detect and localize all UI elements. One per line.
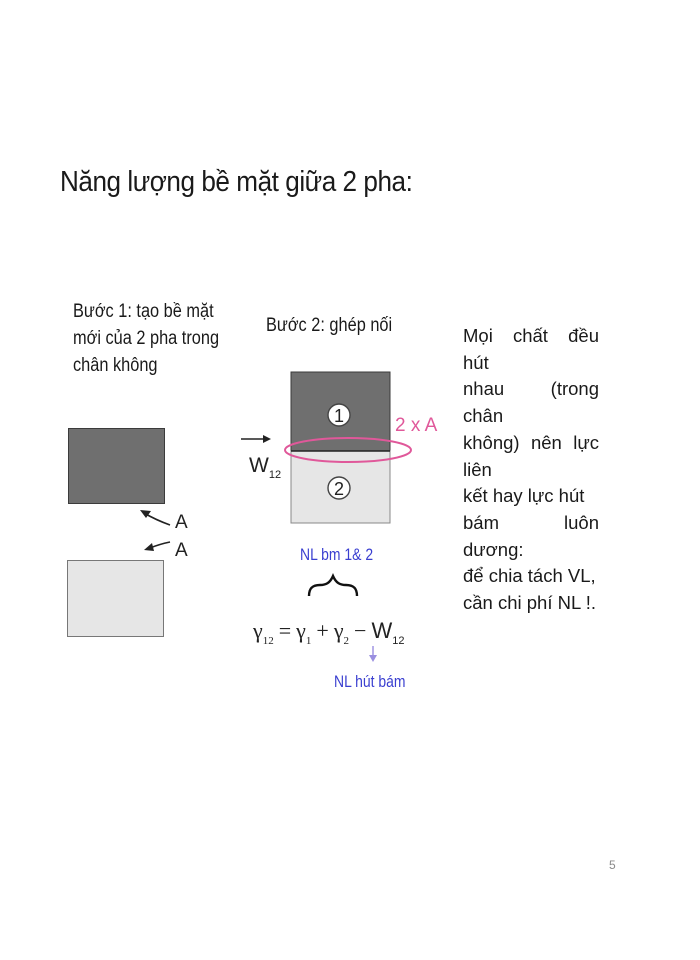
- eq-gamma-1: γ: [296, 618, 306, 643]
- eq-gamma-12: γ: [253, 618, 263, 643]
- step2-caption: Bước 2: ghép nối: [266, 315, 393, 336]
- eq-gamma-2-sub: 2: [343, 635, 350, 647]
- new-surface-arrows: [130, 500, 200, 570]
- eq-gamma-1-sub: 1: [305, 635, 312, 647]
- eq-work-sub: 12: [392, 635, 405, 647]
- phase-1-label: 1: [333, 406, 345, 426]
- eq-equals: =: [278, 618, 292, 643]
- note-line: nhau (trong chân: [463, 378, 599, 427]
- work-arrow-head: [263, 435, 271, 443]
- surface-label-lower: A: [175, 540, 188, 561]
- step1-caption: [73, 298, 219, 379]
- surface-arrow-lower-head: [144, 543, 154, 551]
- work-symbol: W: [249, 454, 269, 477]
- work-label: [249, 454, 281, 481]
- eq-plus: +: [316, 618, 329, 643]
- note-line: kết hay lực hút: [463, 485, 585, 507]
- eq-work: W: [371, 618, 393, 643]
- joined-phases-figure: [235, 365, 460, 540]
- surface-energy-equation: [245, 570, 430, 675]
- equation-line: [252, 618, 404, 647]
- note-line: không) nên lực liên: [463, 431, 599, 480]
- eq-gamma-12-sub: 12: [262, 635, 274, 647]
- slide-title: Năng lượng bề mặt giữa 2 pha:: [60, 166, 413, 198]
- work-subscript: 12: [268, 469, 282, 481]
- phase-2-label: 2: [333, 479, 345, 499]
- step1-caption-line: Bước 1: tạo bề mặt: [73, 301, 214, 322]
- step1-caption-line: chân không: [73, 355, 158, 376]
- explanation-note: [463, 323, 599, 617]
- adhesion-arrow-head: [369, 655, 377, 662]
- curly-brace-icon: [309, 576, 357, 596]
- adhesion-energy-caption: NL hút bám: [334, 672, 406, 691]
- note-line: để chia tách VL,: [463, 565, 596, 587]
- note-line: cần chi phí NL !.: [463, 592, 596, 614]
- step1-caption-line: mới của 2 pha trong: [73, 328, 220, 349]
- note-line: bám luôn dương:: [463, 511, 599, 560]
- note-line: Mọi chất đều hút: [463, 325, 599, 373]
- surface-energy-caption: NL bm 1& 2: [300, 545, 374, 564]
- page-number: 5: [609, 858, 616, 872]
- eq-gamma-2: γ: [333, 618, 344, 643]
- surface-label-upper: A: [175, 512, 188, 533]
- phase-1-block: [68, 428, 165, 504]
- phase-2-block: [67, 560, 164, 637]
- eq-minus: −: [354, 618, 367, 643]
- interface-area-label: 2 x A: [395, 415, 438, 436]
